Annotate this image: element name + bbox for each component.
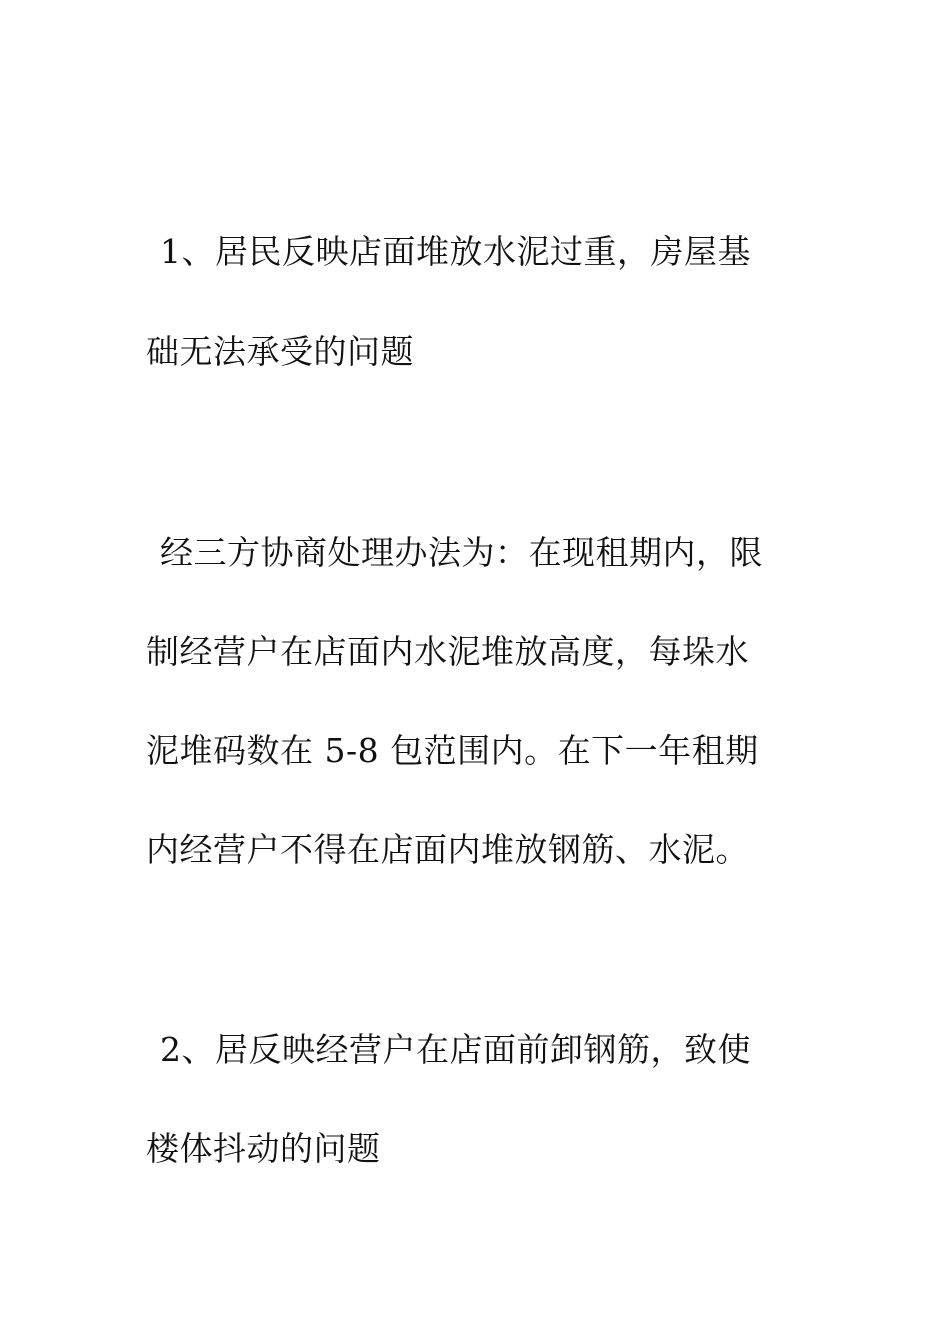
- resolution-line-2: 制经营户在店面内水泥堆放高度，每垛水: [146, 632, 749, 671]
- issue-2-heading-line-1: 2、居反映经营户在店面前卸钢筋，致使: [160, 1030, 751, 1069]
- resolution-line-1: 经三方协商处理办法为：在现租期内，限: [160, 533, 763, 572]
- issue-2-heading-line-2: 楼体抖动的问题: [146, 1129, 381, 1168]
- issue-1-heading-line-2: 础无法承受的问题: [146, 332, 414, 371]
- resolution-line-4: 内经营户不得在店面内堆放钢筋、水泥。: [146, 830, 749, 869]
- resolution-line-3: 泥堆码数在 5-8 包范围内。在下一年租期: [146, 731, 759, 770]
- issue-1-heading-line-1: 1、居民反映店面堆放水泥过重，房屋基: [160, 232, 751, 271]
